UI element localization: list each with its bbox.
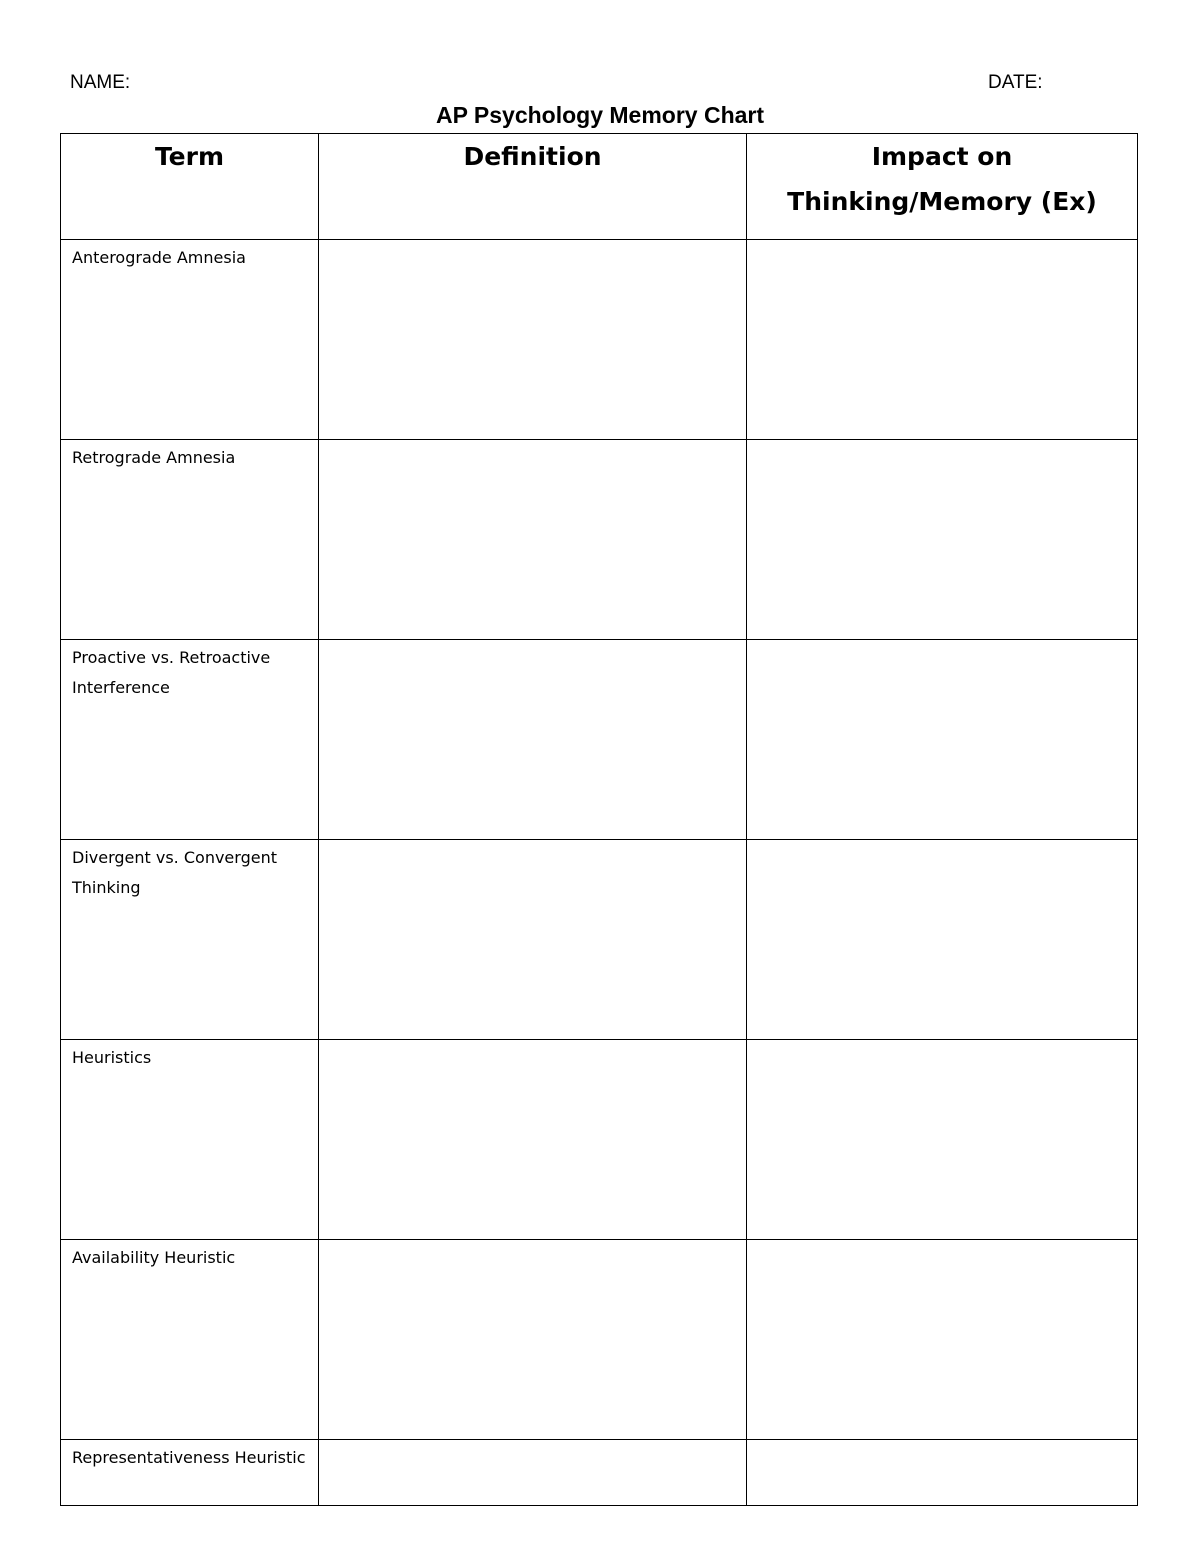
- table-row: [61, 440, 1138, 640]
- definition-cell[interactable]: [319, 240, 747, 440]
- term-label: Heuristics: [72, 1048, 152, 1067]
- term-cell: [61, 440, 319, 640]
- date-label: DATE:: [988, 72, 1043, 93]
- term-cell: [61, 1440, 319, 1506]
- table-row: [61, 1440, 1138, 1506]
- term-cell: [61, 840, 319, 1040]
- table-header-row: [61, 134, 1138, 240]
- table-row: [61, 840, 1138, 1040]
- impact-cell[interactable]: [747, 840, 1138, 1040]
- definition-cell[interactable]: [319, 1240, 747, 1440]
- term-label: Anterograde Amnesia: [72, 248, 246, 267]
- table-row: [61, 1240, 1138, 1440]
- term-label: Availability Heuristic: [72, 1248, 236, 1267]
- table-row: [61, 1040, 1138, 1240]
- table-row: [61, 640, 1138, 840]
- impact-cell[interactable]: [747, 240, 1138, 440]
- definition-cell[interactable]: [319, 1040, 747, 1240]
- term-label: Retrograde Amnesia: [72, 448, 236, 467]
- definition-cell[interactable]: [319, 1440, 747, 1506]
- impact-cell[interactable]: [747, 640, 1138, 840]
- definition-cell[interactable]: [319, 840, 747, 1040]
- name-label: NAME:: [70, 72, 131, 93]
- memory-chart-table: [60, 133, 1138, 1506]
- document-title: AP Psychology Memory Chart: [435, 102, 765, 128]
- impact-cell[interactable]: [747, 1440, 1138, 1506]
- impact-cell[interactable]: [747, 440, 1138, 640]
- definition-cell[interactable]: [319, 440, 747, 640]
- term-cell: [61, 1240, 319, 1440]
- column-header-definition: Definition: [319, 134, 747, 240]
- term-cell: [61, 1040, 319, 1240]
- term-cell: [61, 240, 319, 440]
- term-label: Proactive vs. Retroactive Interference: [72, 648, 271, 697]
- column-header-term: Term: [61, 134, 319, 240]
- term-label: Representativeness Heuristic: [72, 1448, 306, 1467]
- table-row: [61, 240, 1138, 440]
- definition-cell[interactable]: [319, 640, 747, 840]
- impact-cell[interactable]: [747, 1040, 1138, 1240]
- term-cell: [61, 640, 319, 840]
- term-label: Divergent vs. Convergent Thinking: [72, 848, 277, 897]
- impact-cell[interactable]: [747, 1240, 1138, 1440]
- column-header-impact: Impact on Thinking/Memory (Ex): [747, 134, 1138, 240]
